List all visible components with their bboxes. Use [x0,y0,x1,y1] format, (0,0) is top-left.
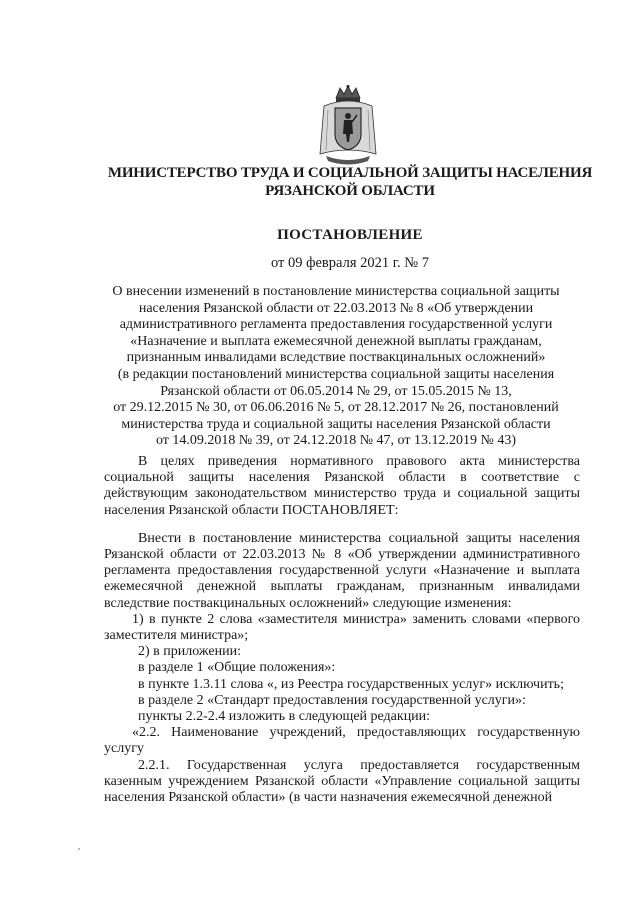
scan-speck [78,848,80,850]
subject-heading [92,284,580,450]
subject-line: административного регламента предоставления государственной услуги [119,317,553,333]
body-paragraph: 2.2.1. Государственная услуга предоставляется государственным казенным учреждением Рязанской области «Управление социальной защиты населения Рязанской области» (в части назначения ежемесячной денежной [104,757,580,806]
body-paragraph: 2) в приложении: [138,644,241,660]
body-paragraph: в разделе 1 «Общие положения»: [138,660,336,676]
subject-line: признанным инвалидами вследствие поствакцинальных осложнений» [126,350,546,366]
subject-line: населения Рязанской области от 22.03.2013 № 8 «Об утверждении [138,300,534,316]
subject-line: министерства труда и социальной защиты населения Рязанской области [121,416,551,432]
body-paragraph: Внести в постановление министерства социальной защиты населения Рязанской области от 22.03.2013 № 8 «Об утверждении административного регламента предоставления государственной услуги «Назначение и выплата ежемесячной денежной выплаты гражданам, признанным инвалидами вследствие поствакцинальных осложнений» следующие изменения: [104,530,580,611]
ministry-name-line2: РЯЗАНСКОЙ ОБЛАСТИ [265,183,435,199]
ministry-name-line1: МИНИСТЕРСТВО ТРУДА И СОЦИАЛЬНОЙ ЗАЩИТЫ НАСЕЛЕНИЯ [107,165,593,181]
subject-line: (в редакции постановлений министерства социальной защиты населения [117,366,555,382]
subject-line: от 29.12.2015 № 30, от 06.06.2016 № 5, от 28.12.2017 № 26, постановлений [113,400,559,416]
subject-line: О внесении изменений в постановление министерства социальной защиты [112,284,560,299]
body-paragraph: в пункте 1.3.11 слова «, из Реестра государственных услуг» исключить; [138,676,564,692]
coat-of-arms-emblem [318,84,378,168]
subject-line: от 14.09.2018 № 39, от 24.12.2018 № 47, от 13.12.2019 № 43) [155,433,517,449]
document-title: ПОСТАНОВЛЕНИЕ [277,227,423,243]
document-body [104,454,580,806]
subject-line: «Назначение и выплата ежемесячной денежной выплаты гражданам, [130,333,542,349]
body-paragraph: пункты 2.2-2.4 изложить в следующей редакции: [138,709,431,725]
body-paragraph: 1) в пункте 2 слова «заместителя министра» заменить словами «первого заместителя министра»; [104,611,580,644]
body-paragraph: «2.2. Наименование учреждений, предоставляющих государственную услугу [104,725,580,757]
subject-line: Рязанской области от 06.05.2014 № 29, от 15.05.2015 № 13, [160,383,512,399]
preamble-paragraph: В целях приведения нормативного правового акта министерства социальной защиты населения Рязанской области в соответствие с действующим законодательством министерство труда и социальной защиты населения Рязанской области ПОСТАНОВЛЯЕТ: [104,454,580,518]
date-and-number: от 09 февраля 2021 г. № 7 [270,255,430,271]
body-paragraph: в разделе 2 «Стандарт предоставления государственной услуги»: [138,692,526,708]
